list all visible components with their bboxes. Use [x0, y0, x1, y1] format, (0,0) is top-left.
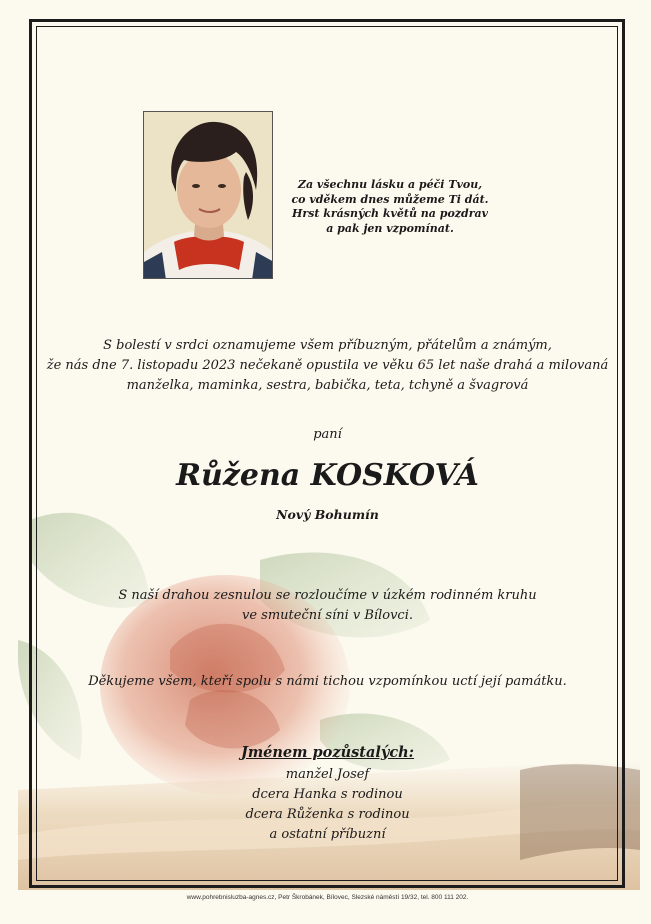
memorial-poem: [290, 178, 490, 236]
announcement-line: manželka, maminka, sestra, babička, teta, tchyně a švagrová: [126, 378, 529, 393]
announcement-line: že nás dne 7. listopadu 2023 nečekaně opustila ve věku 65 let naše drahá a milovaná: [46, 358, 609, 373]
farewell-line: S naší drahou zesnulou se rozloučíme v úzkém rodinném kruhu: [118, 588, 537, 603]
farewell-info: [40, 586, 615, 626]
honorific: paní: [313, 427, 342, 442]
deceased-town: Nový Bohumín: [276, 507, 379, 522]
farewell-line: ve smuteční síni v Bílovci.: [242, 608, 413, 623]
poem-line: Za všechnu lásku a péči Tvou,: [297, 178, 483, 191]
portrait-photo: [143, 111, 273, 279]
announcement-line: S bolestí v srdci oznamujeme všem příbuzným, přátelům a známým,: [103, 338, 552, 353]
poem-line: a pak jen vzpomínat.: [326, 221, 454, 235]
poem-line: co vděkem dnes můžeme Ti dát.: [291, 192, 489, 206]
mourner-item: manžel Josef: [285, 767, 370, 782]
portrait-image: [144, 112, 273, 279]
mourners-heading: Jménem pozůstalých:: [240, 744, 415, 761]
funeral-service-footer: www.pohrebnisluzba-agnes.cz, Petr Škrobánek, Bílovec, Slezské náměstí 19/32, tel. 800 111 202.: [186, 894, 469, 901]
death-announcement: [40, 336, 615, 396]
thanks-text: Děkujeme všem, kteří spolu s námi tichou vzpomínkou uctí její památku.: [88, 674, 567, 689]
mourners-list: [40, 743, 615, 845]
mourner-item: a ostatní příbuzní: [269, 827, 386, 842]
poem-line: Hrst krásných květů na pozdrav: [291, 207, 489, 220]
deceased-name: Růžena KOSKOVÁ: [176, 458, 479, 493]
mourner-item: dcera Růženka s rodinou: [245, 807, 410, 822]
mourner-item: dcera Hanka s rodinou: [252, 787, 403, 802]
